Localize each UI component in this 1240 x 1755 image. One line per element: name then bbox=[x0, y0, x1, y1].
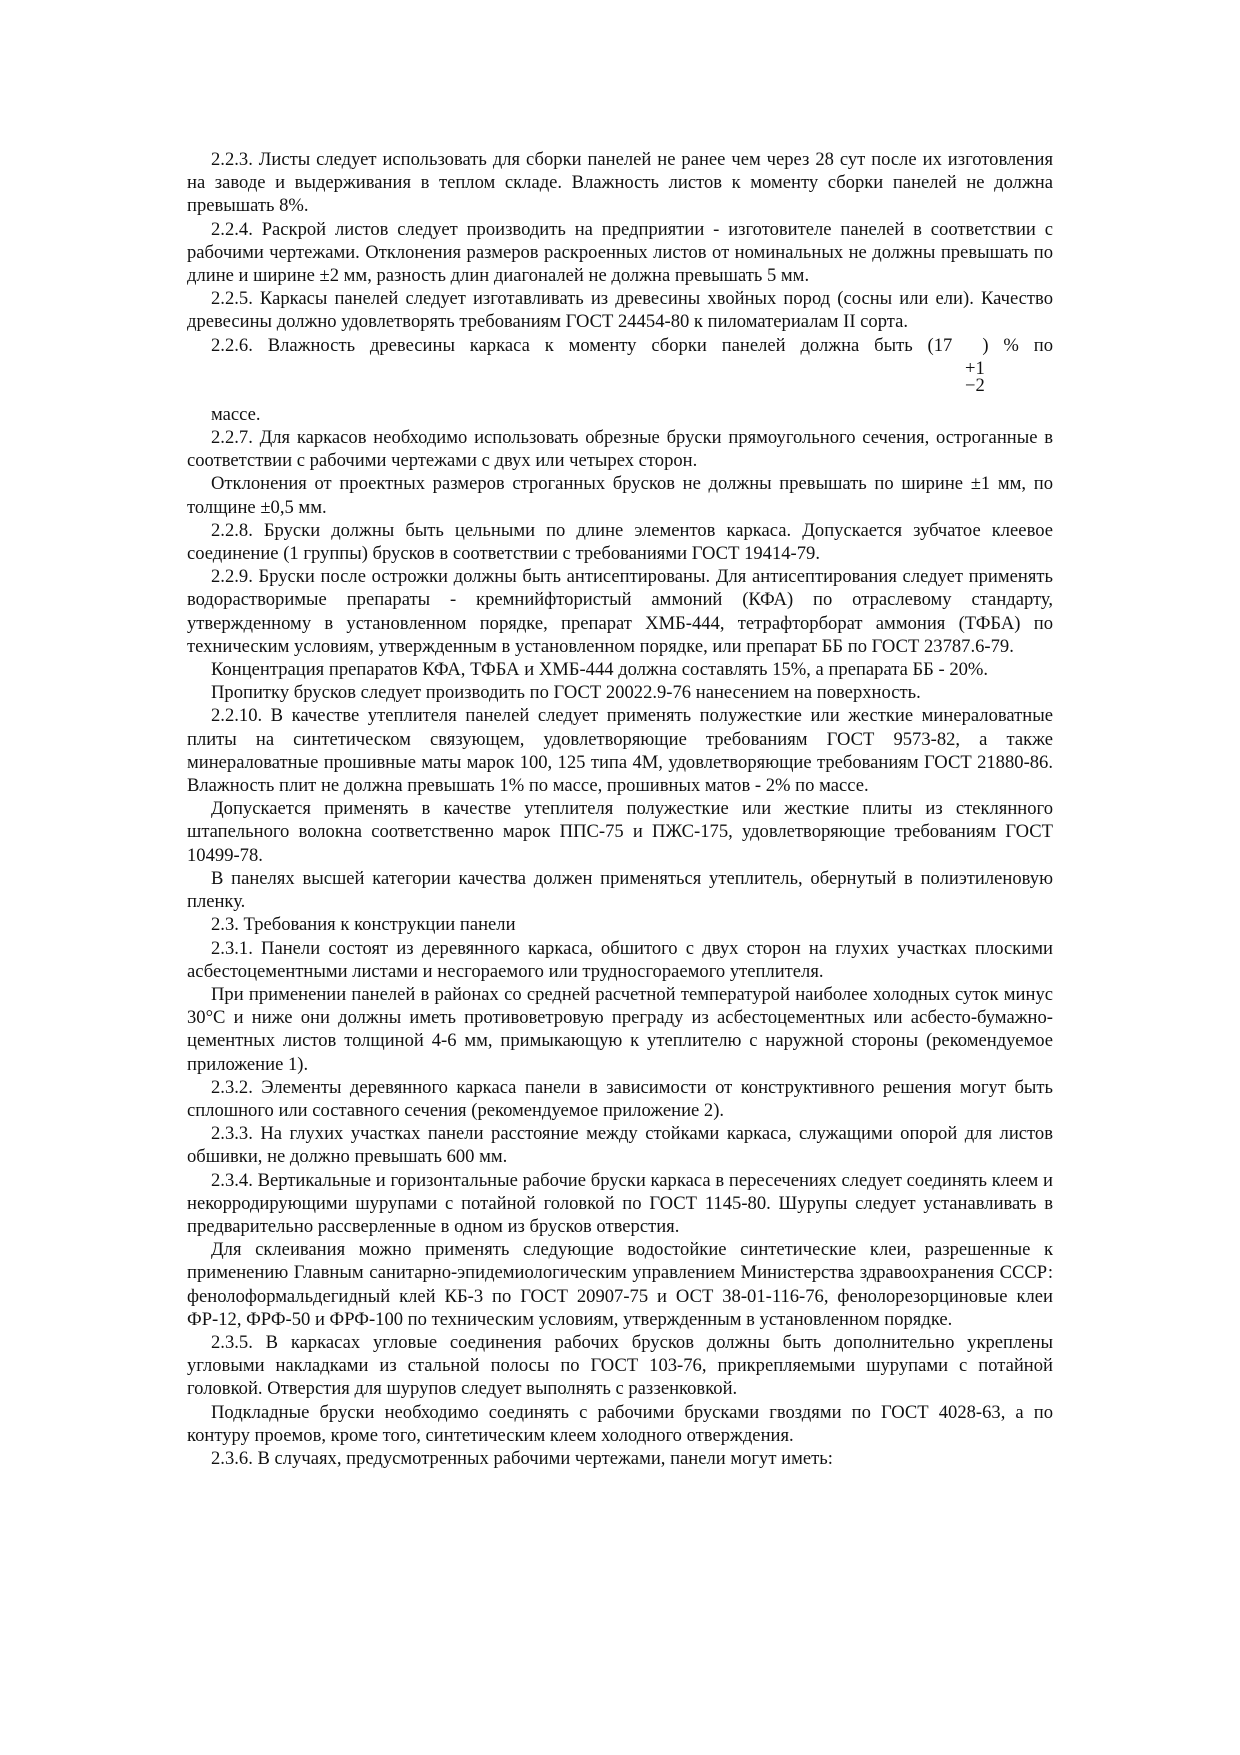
paragraph-deviations: Отклонения от проектных размеров строганных брусков не должны превышать по ширине ±1 мм, по толщине ±0,5 мм. bbox=[187, 473, 1053, 518]
paragraph-2-2-9: 2.2.9. Бруски после острожки должны быть антисептированы. Для антисептирования следует применять водорастворимые препараты - кремнийфтористый аммоний (КФА) по отраслевому стандарту, утвержденному в установленном порядке, препарат ХМБ-444, тетрафторборат аммония (ТФБА) по техническим условиям, утвержденным в установленном порядке, или препарат ББ по ГОСТ 23787.6-79. bbox=[187, 566, 1053, 657]
paragraph-2-2-4: 2.2.4. Раскрой листов следует производить на предприятии - изготовителе панелей в соответствии с рабочими чертежами. Отклонения размеров раскроенных листов от номинальных не должны превышать по длине и ширине ±2 мм, разность длин диагоналей не должна превышать 5 мм. bbox=[187, 218, 1053, 287]
paragraph-2-3-5: 2.3.5. В каркасах угловые соединения рабочих брусков должны быть дополнительно укреплены угловыми накладками из стальной полосы по ГОСТ 103-76, прикрепляемыми шурупами с потайной головкой. Отверстия для шурупов следует выполнять с раззенковкой. bbox=[187, 1331, 1053, 1400]
paragraph-2-2-10: 2.2.10. В качестве утеплителя панелей следует применять полужесткие или жесткие минераловатные плиты на синтетическом связующем, удовлетворяющие требованиям ГОСТ 9573-82, а также минераловатные прошивные маты марок 100, 125 типа 4М, удовлетворяющие требованиям ГОСТ 21880-86. Влажность плит не должна превышать 1% по массе, прошивных матов - 2% по массе. bbox=[187, 705, 1053, 797]
tolerance-plus: +1 bbox=[965, 357, 985, 379]
paragraph-highest-category: В панелях высшей категории качества должен применяться утеплитель, обернутый в полиэтиленовую пленку. bbox=[187, 867, 1053, 913]
paragraph-2-2-7: 2.2.7. Для каркасов необходимо использовать обрезные бруски прямоугольного сечения, остроганные в соответствии с рабочими чертежами с двух или четырех сторон. bbox=[187, 427, 1053, 472]
moisture-text: 2.2.6. Влажность древесины каркаса к моменту сборки панелей должна быть (17 bbox=[211, 334, 953, 356]
paragraph-2-3-4: 2.3.4. Вертикальные и горизонтальные рабочие бруски каркаса в пересечениях следует соединять клеем и некорродирующими шурупами с потайной головкой по ГОСТ 1145-80. Шурупы следует устанавливать в предварительно рассверленные в одном из брусков отверстия. bbox=[187, 1169, 1053, 1237]
paragraph-2-3-2: 2.3.2. Элементы деревянного каркаса панели в зависимости от конструктивного решения могут быть сплошного или составного сечения (рекомендуемое приложение 2). bbox=[187, 1076, 1053, 1121]
paragraph-glass-fiber: Допускается применять в качестве утеплителя полужесткие или жесткие плиты из стеклянного штапельного волокна соответственно марок ППС-75 и ПЖС-175, удовлетворяющие требованиям ГОСТ 10499-78. bbox=[187, 798, 1053, 866]
paragraph-adhesives: Для склеивания можно применять следующие водостойкие синтетические клеи, разрешенные к применению Главным санитарно-эпидемиологическим управлением Министерства здравоохранения СССР: фенолоформальдегидный клей КБ-3 по ГОСТ 20907-75 и ОСТ 38-01-116-76, фенолорезорциновые клеи ФР-12, ФРФ-50 и ФРФ-100 по техническим условиям, утвержденным в установленном порядке. bbox=[187, 1239, 1053, 1330]
paragraph-underlay-bars: Подкладные бруски необходимо соединять с рабочими брусками гвоздями по ГОСТ 4028-63, а по контуру проемов, кроме того, синтетическим клеем холодного отверждения. bbox=[187, 1401, 1053, 1446]
moisture-tolerance bbox=[187, 357, 1053, 403]
paragraph-2-3-6: 2.3.6. В случаях, предусмотренных рабочими чертежами, панели могут иметь: bbox=[211, 1447, 833, 1469]
tolerance-minus: −2 bbox=[965, 374, 985, 396]
paragraph-2-3-3: 2.3.3. На глухих участках панели расстояние между стойками каркаса, служащими опорой для листов обшивки, не должно превышать 600 мм. bbox=[187, 1123, 1053, 1168]
paragraph-2-2-5: 2.2.5. Каркасы панелей следует изготавливать из древесины хвойных пород (сосны или ели). Качество древесины должно удовлетворять требованиям ГОСТ 24454-80 к пиломатериалам II сорта. bbox=[187, 288, 1053, 333]
paragraph-2-2-3: 2.2.3. Листы следует использовать для сборки панелей не ранее чем через 28 сут после их изготовления на заводе и выдерживания в теплом складе. Влажность листов к моменту сборки панелей не должна превышать 8%. bbox=[187, 149, 1053, 217]
section-heading-2-3: 2.3. Требования к конструкции панели bbox=[211, 914, 516, 936]
paragraph-wind-barrier: При применении панелей в районах со средней расчетной температурой наиболее холодных суток минус 30°С и ниже они должны иметь противоветровую преграду из асбестоцементных или асбесто-бумажно-цементных листов толщиной 4-6 мм, примыкающую к утеплителю с наружной стороны (рекомендуемое приложение 1). bbox=[187, 983, 1053, 1075]
paragraph-concentration: Концентрация препаратов КФА, ТФБА и ХМБ-444 должна составлять 15%, а препарата ББ - 20%. bbox=[211, 659, 989, 681]
document-page bbox=[187, 148, 1053, 1470]
paragraph-2-3-1: 2.3.1. Панели состоят из деревянного каркаса, обшитого с двух сторон на глухих участках плоскими асбестоцементными листами и несгораемого или трудносгораемого утеплителя. bbox=[187, 937, 1053, 982]
paragraph-2-2-8: 2.2.8. Бруски должны быть цельными по длине элементов каркаса. Допускается зубчатое клеевое соединение (1 группы) брусков в соответствии с требованиями ГОСТ 19414-79. bbox=[187, 519, 1053, 565]
moisture-close-text: ) % по bbox=[982, 334, 1053, 356]
paragraph-impregnation: Пропитку брусков следует производить по ГОСТ 20022.9-76 нанесением на поверхность. bbox=[211, 682, 921, 704]
moisture-line bbox=[187, 334, 1053, 357]
moisture-tail: массе. bbox=[211, 403, 261, 425]
paragraph-2-2-6 bbox=[187, 334, 1053, 426]
